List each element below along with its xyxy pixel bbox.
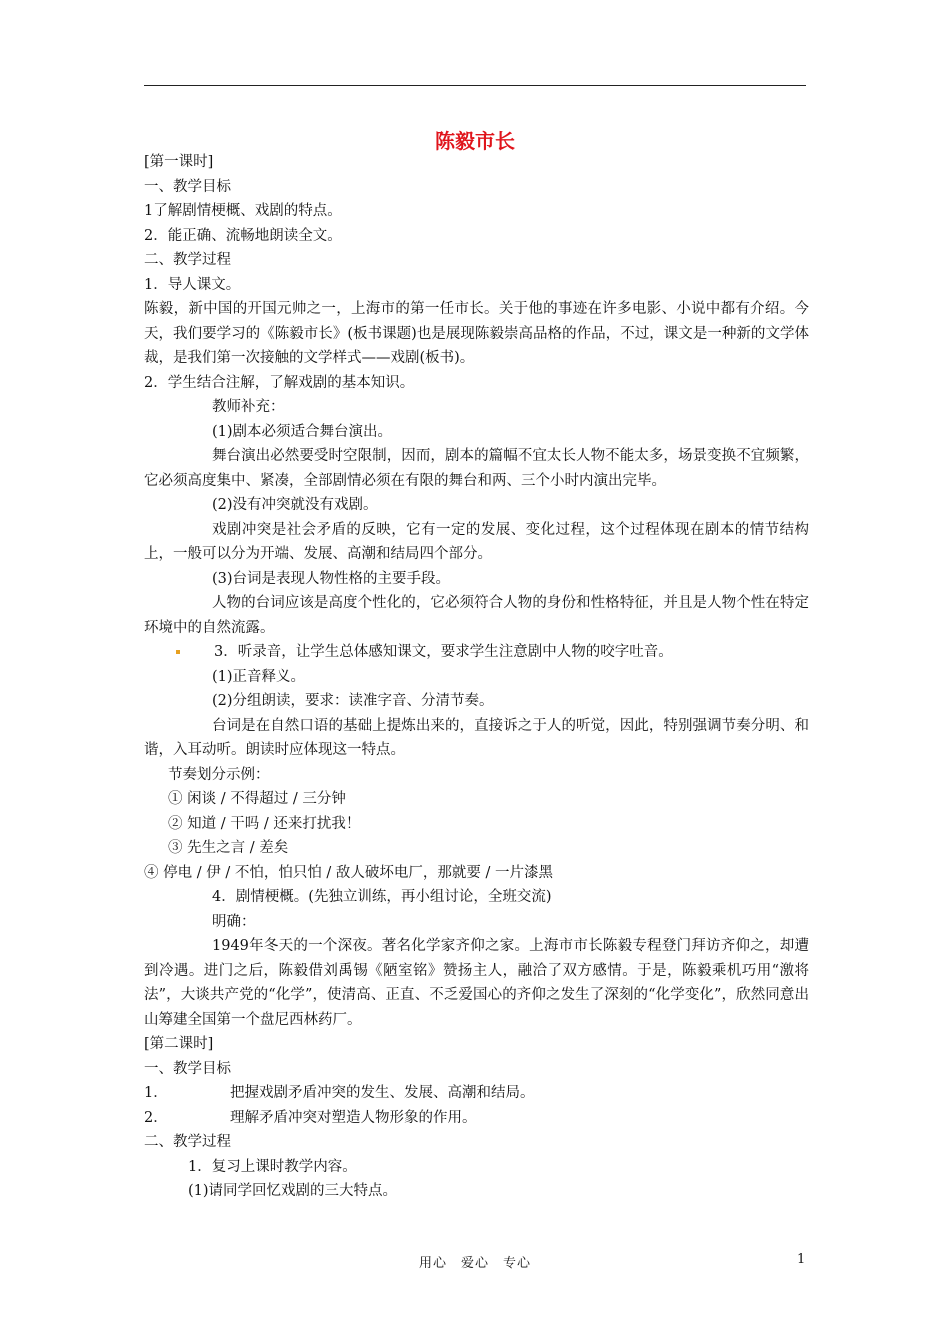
list-item: (3)台词是表现人物性格的主要手段。 (212, 570, 451, 587)
header-rule (144, 85, 806, 86)
list-item: 1了解剧情梗概、戏剧的特点。 (144, 203, 342, 219)
paragraph: 人物的台词应该是高度个性化的，它必须符合人物的身份和性格特征，并且是人物个性在特定环境中的自然流露。 (144, 595, 809, 636)
paragraph: 戏剧冲突是社会矛盾的反映，它有一定的发展、变化过程，这个过程体现在剧本的情节结构上，一般可以分为开端、发展、高潮和结局四个部分。 (144, 521, 809, 562)
paragraph: 舞台演出必然要受时空限制，因而，剧本的篇幅不宜太长人物不能太多，场景变换不宜频繁，它必须高度集中、紧凑，全部剧情必须在有限的舞台和两、三个小时内演出完毕。 (144, 448, 809, 489)
list-item: (1)请同学回忆戏剧的三大特点。 (188, 1183, 398, 1199)
list-item: ② 知道 / 干吗 / 还来打扰我！ (168, 815, 361, 832)
list-item: (2)没有冲突就没有戏剧。 (212, 497, 378, 513)
heading: 二、教学过程 (144, 1134, 231, 1150)
page-footer: 用心 爱心 专心 (418, 1256, 531, 1271)
page-title: 陈毅市长 (435, 129, 515, 153)
list-item: (1)剧本必须适合舞台演出。 (212, 423, 393, 440)
list-item: ④ 停电 / 伊 / 不怕，怕只怕 / 敌人破坏电厂，那就要 / 一片漆黑 (144, 864, 554, 881)
list-item: (2)分组朗读，要求：读准字音、分清节奏。 (212, 693, 494, 709)
list-item: 2．学生结合注解，了解戏剧的基本知识。 (144, 374, 415, 391)
list-item: 2． 理解矛盾冲突对塑造人物形象的作用。 (144, 1109, 477, 1126)
paragraph: 陈毅，新中国的开国元帅之一，上海市的第一任市长。关于他的事迹在许多电影、小说中都有介绍。今天，我们要学习的《陈毅市长》(板书课题)也是展现陈毅崇高品格的作品，不过，课文是一种新的文学体裁，是我们第一次接触的文学样式——戏剧(板书)。 (144, 301, 809, 366)
list-item: 3．听录音，让学生总体感知课文，要求学生注意剧中人物的咬字吐音。 (144, 640, 809, 665)
list-item: 1．复习上课时教学内容。 (188, 1158, 357, 1175)
list-item: ① 闲谈 / 不得超过 / 三分钟 (168, 791, 346, 807)
section-label: [第一课时] (144, 154, 214, 170)
list-item: (1)正音释义。 (212, 668, 306, 685)
list-item: 1．导人课文。 (144, 276, 241, 293)
list-item: 4．剧情梗概。(先独立训练，再小组讨论，全班交流) (212, 889, 552, 905)
list-item: 1． 把握戏剧矛盾冲突的发生、发展、高潮和结局。 (144, 1085, 535, 1101)
list-item: 2．能正确、流畅地朗读全文。 (144, 227, 342, 244)
paragraph: 明确： (212, 913, 256, 930)
paragraph: 教师补充： (212, 399, 285, 415)
heading: 一、教学目标 (144, 1060, 231, 1077)
list-item: ③ 先生之言 / 差矣 (168, 840, 289, 856)
document-body (144, 150, 809, 1204)
paragraph: 节奏划分示例： (168, 766, 270, 783)
bullet-dot-icon (176, 650, 180, 654)
heading: 一、教学目标 (144, 178, 231, 195)
page-number: 1 (797, 1252, 806, 1267)
paragraph: 台词是在自然口语的基础上提炼出来的，直接诉之于人的听觉，因此，特别强调节奏分明、和谐，入耳动听。朗读时应体现这一特点。 (144, 717, 809, 758)
heading: 二、教学过程 (144, 252, 231, 268)
section-label: [第二课时] (144, 1036, 214, 1052)
paragraph: 1949年冬天的一个深夜。著名化学家齐仰之家。上海市市长陈毅专程登门拜访齐仰之，却遭到冷遇。进门之后，陈毅借刘禹锡《陋室铭》赞扬主人，融洽了双方感情。于是，陈毅乘机巧用“激将法”，大谈共产党的“化学”，使清高、正直、不乏爱国心的齐仰之发生了深刻的“化学变化”，欣然同意出山筹建全国第一个盘尼西林药厂。 (144, 938, 809, 1028)
